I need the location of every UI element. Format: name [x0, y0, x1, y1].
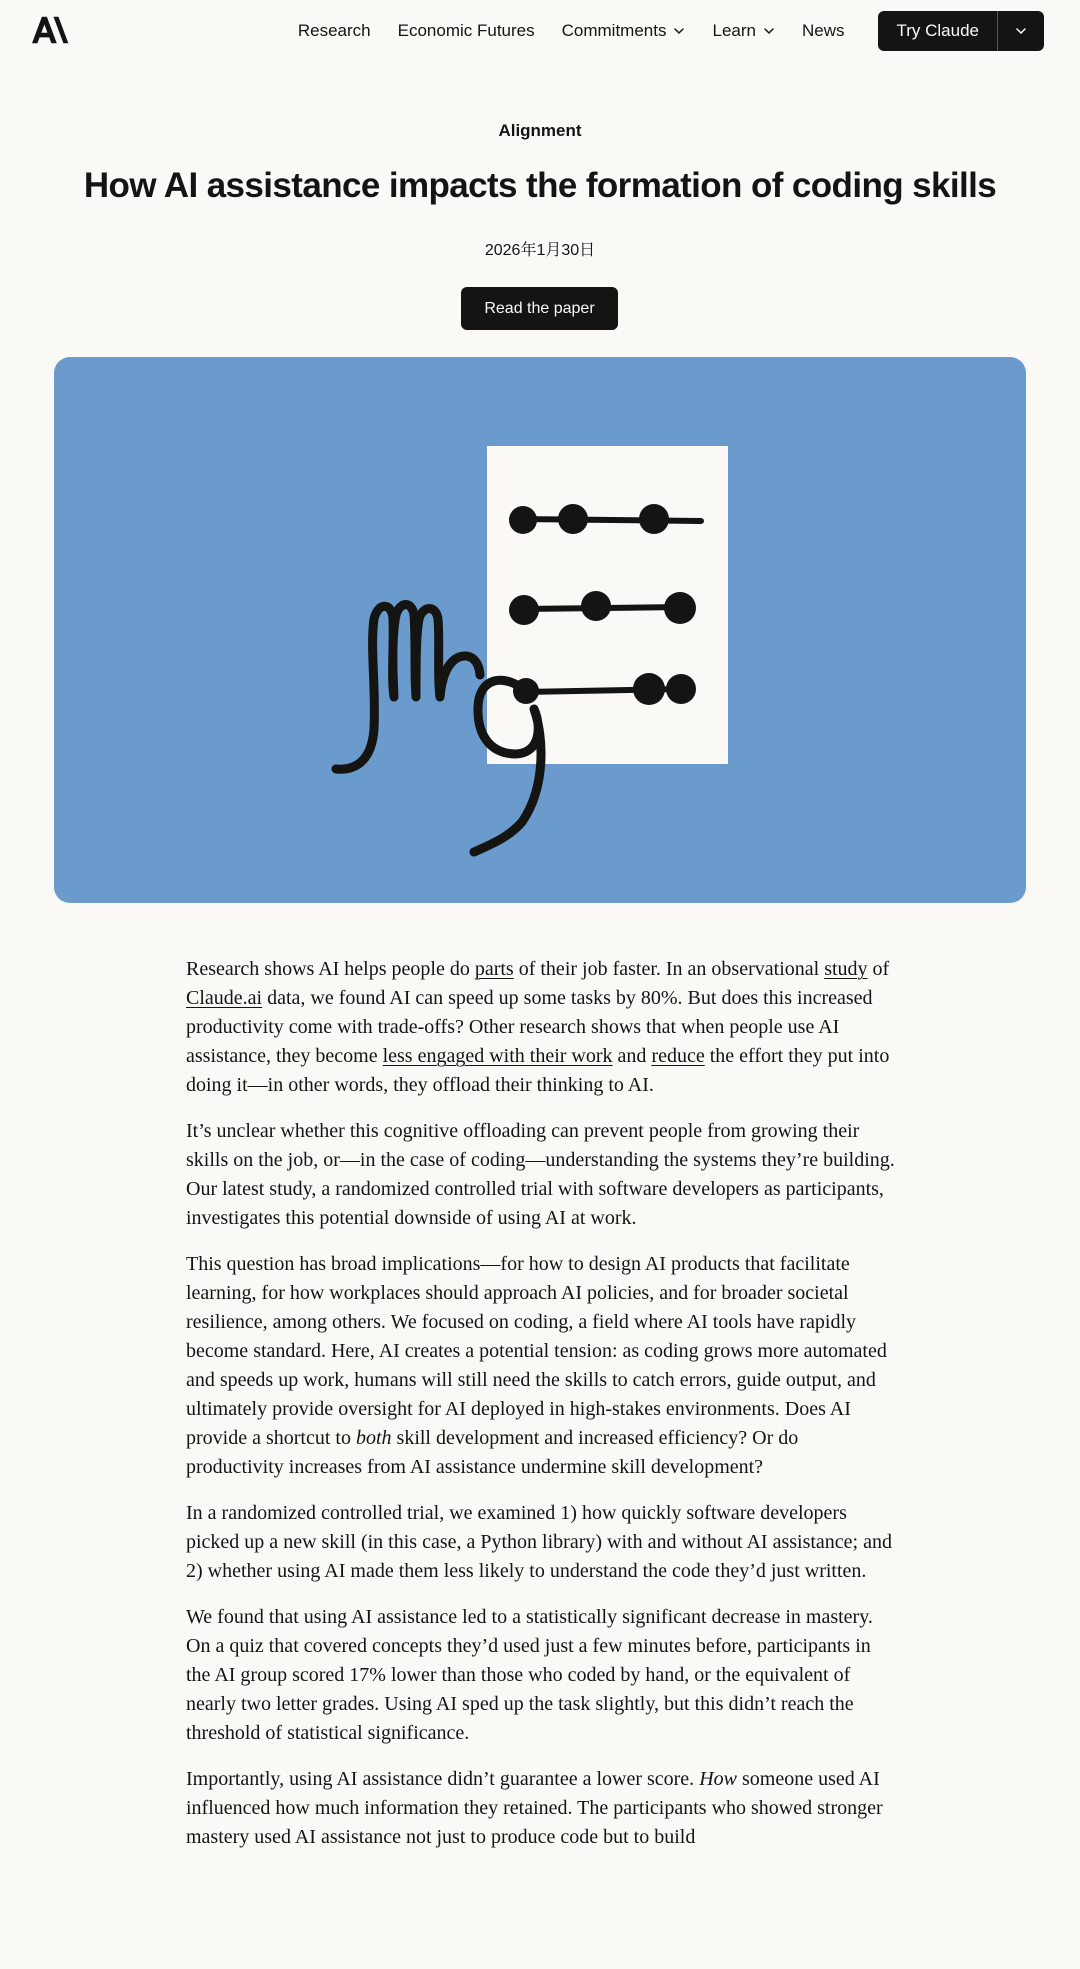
paragraph-2: It’s unclear whether this cognitive offloading can prevent people from growing their skills on the job, or—in the case of coding—understanding the systems they’re building. Our latest study, a randomized controlled trial with software developers as participants, investigates this potential downside of using AI at work.	[186, 1120, 895, 1229]
link-reduce[interactable]: reduce	[651, 1045, 705, 1067]
text-run: Research shows AI helps people do	[186, 958, 475, 980]
nav-research[interactable]	[298, 21, 371, 41]
text-run: of	[867, 958, 890, 980]
chevron-down-icon	[763, 25, 775, 37]
nav-news[interactable]	[802, 21, 845, 41]
text-run: of their job faster. In an observational	[513, 958, 825, 980]
text-run: and	[612, 1045, 652, 1067]
text-run: skill development and increased efficiency? Or do productivity increases from AI assistance undermine skill development?	[186, 1427, 799, 1478]
chevron-down-icon	[1015, 25, 1027, 37]
try-claude-button-group	[878, 11, 1044, 51]
anthropic-logo[interactable]	[32, 14, 70, 46]
main-nav	[298, 0, 1080, 62]
hand-stroke	[336, 605, 480, 770]
nav-economic-futures[interactable]	[398, 21, 535, 41]
paragraph-4: In a randomized controlled trial, we examined 1) how quickly software developers picked up a new skill (in this case, a Python library) with and without AI assistance; and 2) whether using AI made them less likely to understand the code they’d just written.	[186, 1502, 892, 1582]
publish-date: 2026年1月30日	[484, 242, 596, 259]
text-run: someone used AI influenced how much information they retained. The participants who showed stronger mastery used AI assistance not just to produce code but to build	[186, 1768, 883, 1848]
text-run: data, we found AI can speed up some tasks by 80%. But does this increased productivity come with trade-offs? Other research shows that when people use AI assistance, they become	[186, 987, 873, 1067]
hand-abacus-illustration	[54, 357, 1026, 903]
emphasis-text: both	[355, 1427, 392, 1449]
site-header	[0, 0, 1080, 62]
text-run: This question has broad implications—for how to design AI products that facilitate learning, for how workplaces should approach AI policies, and for broader societal resilience, among others. We focused on coding, a field where AI tools have rapidly become standard. Here, AI creates a potential tension: as coding grows more automated and speeds up work, humans will still need the skills to catch errors, guide output, and ultimately provide oversight for AI deployed in high-stakes environments. Does AI provide a shortcut to	[186, 1253, 887, 1449]
text-run: Importantly, using AI assistance didn’t guarantee a lower score.	[186, 1768, 700, 1790]
nav-commitments-label: Commitments	[561, 21, 667, 40]
link-claude-ai[interactable]: Claude.ai	[186, 987, 263, 1009]
page-title: How AI assistance impacts the formation of coding skills	[83, 166, 997, 205]
paragraph-1	[186, 955, 896, 1100]
paragraph-3	[186, 1250, 896, 1482]
nav-research-label: Research	[297, 21, 371, 40]
try-claude-button[interactable]: Try Claude	[896, 21, 979, 40]
nav-learn[interactable]	[712, 21, 774, 41]
nav-economic-futures-label: Economic Futures	[397, 21, 535, 40]
link-parts[interactable]: parts	[474, 958, 514, 980]
nav-news-label: News	[801, 21, 845, 40]
paragraph-6	[186, 1765, 896, 1852]
hero-illustration	[54, 357, 1026, 903]
emphasis-text: How	[699, 1768, 737, 1790]
nav-commitments[interactable]	[562, 21, 686, 41]
paragraph-5: We found that using AI assistance led to a statistically significant decrease in mastery. On a quiz that covered concepts they’d used just a few minutes before, participants in the AI group scored 17% lower than those who coded by hand, or the equivalent of nearly two letter grades. Using AI sped up the task slightly, but this didn’t reach the threshold of statistical significance.	[186, 1606, 873, 1744]
text-run: the effort they put into doing it—in other words, they offload their thinking to AI.	[186, 1045, 890, 1096]
try-claude-dropdown[interactable]	[998, 11, 1044, 51]
article-body	[186, 955, 896, 1869]
nav-learn-label: Learn	[712, 21, 756, 40]
link-less-engaged[interactable]: less engaged with their work	[382, 1045, 613, 1067]
category-label: Alignment	[498, 121, 582, 140]
chevron-down-icon	[673, 25, 685, 37]
link-study[interactable]: study	[824, 958, 868, 980]
read-paper-button[interactable]: Read the paper	[461, 287, 618, 330]
